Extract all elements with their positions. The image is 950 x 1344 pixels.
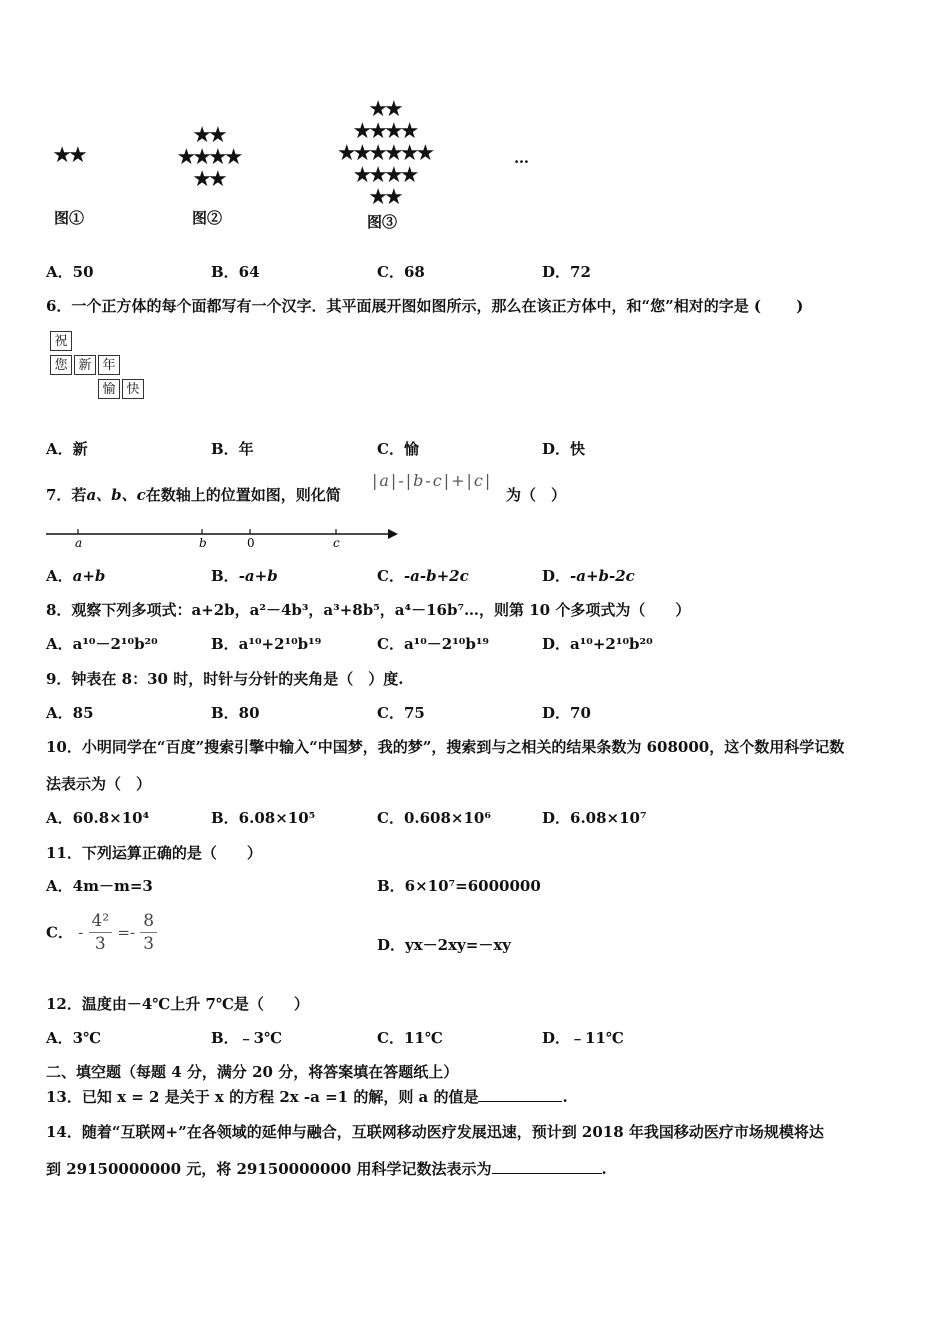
q7-stem	[46, 485, 341, 505]
net-cell-4: 年	[98, 355, 120, 375]
q13-answer-blank[interactable]	[478, 1087, 562, 1102]
figure-3-label: 图③	[367, 213, 398, 231]
q7-option-c-label: C．	[377, 567, 404, 585]
axis-label-0: 0	[247, 536, 255, 550]
figure-ellipsis: …	[514, 149, 529, 167]
q14-answer-blank[interactable]	[492, 1159, 602, 1174]
q7-option-d-expr: -a+b-2c	[570, 567, 635, 585]
figure-1-stars: ★★	[52, 143, 84, 168]
q5-option-b: B．64	[211, 263, 260, 281]
q14-suffix: .	[601, 1160, 607, 1178]
q8-option-c: C．a¹⁰－2¹⁰b¹⁹	[377, 635, 490, 653]
q10-option-c: C．0.608×10⁶	[377, 809, 491, 827]
star-figures	[40, 95, 560, 240]
net-cell-1: 祝	[50, 331, 72, 351]
q11-option-c-label: C．	[46, 923, 73, 942]
q12-option-c: C．11℃	[377, 1029, 443, 1047]
q14-stem-line2	[46, 1159, 607, 1179]
q7-option-b-expr: -a+b	[238, 567, 278, 585]
q5-option-d: D．72	[542, 263, 591, 281]
q13-prefix: 13．已知 x = 2 是关于 x 的方程 2x -a =1 的解，则 a 的值是	[46, 1088, 479, 1106]
q10-option-d: D．6.08×10⁷	[542, 809, 647, 827]
q7-suffix: 为（ ）	[506, 486, 567, 504]
q10-option-b: B．6.08×10⁵	[211, 809, 316, 827]
q14-stem-line1: 14．随着“互联网+”在各领域的延伸与融合，互联网移动医疗发展迅速，预计到 2018 年我国移动医疗市场规模将达	[46, 1123, 824, 1141]
q11-stem: 11．下列运算正确的是（ ）	[46, 844, 262, 862]
q8-option-d: D．a¹⁰+2¹⁰b²⁰	[542, 635, 653, 653]
q11-option-b: B．6×10⁷=6000000	[377, 877, 541, 895]
q7-option-c-expr: -a-b+2c	[403, 567, 469, 585]
q11-fraction-2	[140, 910, 157, 955]
q7-option-a-label: A．	[46, 567, 73, 585]
axis-label-b: b	[199, 536, 207, 550]
q8-option-a: A．a¹⁰－2¹⁰b²⁰	[46, 635, 158, 653]
q7-prefix: 7．若	[46, 486, 87, 504]
q11-fraction-1	[89, 910, 113, 955]
figure-3-stars: ★★ ★★★★ ★★★★★★ ★★★★ ★★	[336, 97, 432, 210]
q11-frac2-den: 3	[143, 934, 155, 954]
q7-option-b-label: B．	[211, 567, 239, 585]
q7-option-d	[542, 566, 635, 586]
q9-stem: 9．钟表在 8：30 时，时针与分针的夹角是（ ）度.	[46, 670, 404, 688]
net-cell-2: 您	[50, 355, 72, 375]
q12-option-d: D．﹣11℃	[542, 1029, 624, 1047]
q12-option-a: A．3℃	[46, 1029, 102, 1047]
q14-line2-prefix: 到 29150000000 元，将 29150000000 用科学记数法表示为	[46, 1160, 492, 1178]
q12-option-b: B．﹣3℃	[211, 1029, 283, 1047]
q5-option-c: C．68	[377, 263, 425, 281]
q6-option-a: A．新	[46, 440, 88, 458]
q7-expression: |a|-|b-c|+|c|	[372, 471, 493, 490]
q9-option-d: D．70	[542, 704, 591, 722]
q6-option-d: D．快	[542, 440, 586, 458]
q11-option-c: C． - $\frac{\text{4²}}{3}$ =- $\frac{8}{3}$	[46, 910, 157, 962]
number-line	[44, 524, 404, 552]
net-cell-6: 快	[122, 379, 144, 399]
axis-label-a: a	[75, 536, 83, 550]
q10-stem-line2: 法表示为（ ）	[46, 775, 152, 793]
q9-option-b: B．80	[211, 704, 260, 722]
figure-2-stars: ★★ ★★★★ ★★	[176, 123, 240, 192]
q8-option-b: B．a¹⁰+2¹⁰b¹⁹	[211, 635, 322, 653]
q6-option-c: C．愉	[377, 440, 419, 458]
q7-option-b	[211, 566, 278, 586]
q10-option-a: A．60.8×10⁴	[46, 809, 150, 827]
section-2-heading: 二、填空题（每题 4 分，满分 20 分，将答案填在答题纸上）	[46, 1063, 459, 1081]
q5-option-a: A．50	[46, 263, 94, 281]
q7-option-c	[377, 566, 469, 586]
axis-label-c: c	[333, 536, 340, 550]
figure-2-label: 图②	[192, 209, 223, 227]
q10-stem-line1: 10．小明同学在“百度”搜索引擎中输入“中国梦，我的梦”，搜索到与之相关的结果条数为 608000，这个数用科学记数	[46, 738, 845, 756]
net-cell-3: 新	[74, 355, 96, 375]
q6-option-b: B．年	[211, 440, 254, 458]
q11-frac1-den: 3	[94, 934, 106, 954]
q13-stem	[46, 1087, 568, 1107]
q7-mid: 在数轴上的位置如图，则化简	[145, 486, 341, 504]
q12-stem: 12．温度由－4℃上升 7℃是（ ）	[46, 995, 309, 1013]
q7-vars: a、b、c	[86, 486, 146, 504]
q6-stem: 6．一个正方体的每个面都写有一个汉字．其平面展开图如图所示，那么在该正方体中，和“您”相对的字是 ( )	[46, 297, 804, 315]
q7-option-d-label: D．	[542, 567, 571, 585]
q9-option-c: C．75	[377, 704, 425, 722]
cube-net	[50, 331, 150, 403]
q11-frac1-num: 4²	[89, 910, 113, 933]
q9-option-a: A．85	[46, 704, 94, 722]
q11-option-d: D．yx－2xy=－xy	[377, 936, 511, 954]
figure-1-label: 图①	[54, 209, 85, 227]
q13-suffix: .	[562, 1088, 568, 1106]
q7-option-a-expr: a+b	[72, 567, 106, 585]
q7-option-a	[46, 566, 105, 586]
q11-frac2-num: 8	[140, 910, 157, 933]
net-cell-5: 愉	[98, 379, 120, 399]
q8-stem: 8．观察下列多项式：a+2b，a²－4b³，a³+8b⁵，a⁴－16b⁷…，则第 10 个多项式为（ ）	[46, 601, 691, 619]
q11-option-a: A．4m－m=3	[46, 877, 153, 895]
